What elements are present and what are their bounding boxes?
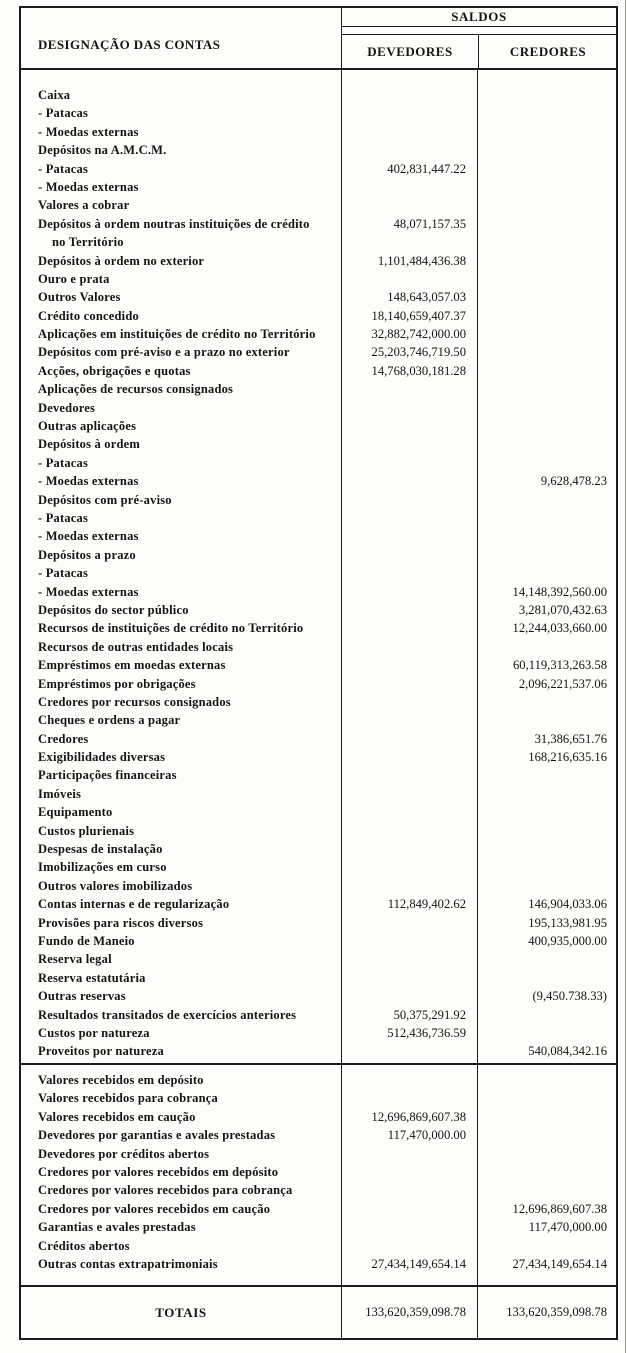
table-row [21, 675, 616, 693]
credores-value [477, 343, 616, 361]
devedores-value [341, 914, 477, 932]
credores-value [477, 307, 616, 325]
devedores-value [341, 104, 477, 122]
account-label: Depósitos a prazo [38, 547, 136, 562]
credores-value [477, 509, 616, 527]
table-row [21, 123, 616, 141]
account-label: Equipamento [38, 805, 113, 820]
table-row [21, 730, 616, 748]
devedores-value: 512,436,736.59 [341, 1024, 477, 1042]
credores-value [477, 1181, 616, 1199]
credores-value: 146,904,033.06 [477, 895, 616, 913]
table-row [21, 491, 616, 509]
account-label: Depósitos com pré-aviso e a prazo no exterior [38, 345, 290, 360]
table-row [21, 160, 616, 178]
account-label: - Moedas externas [38, 529, 139, 544]
account-label: - Moedas externas [38, 584, 139, 599]
credores-value [477, 178, 616, 196]
credores-value [477, 141, 616, 159]
account-label: Custos por natureza [38, 1025, 150, 1040]
account-label: - Moedas externas [38, 179, 139, 194]
table-row [21, 343, 616, 361]
account-label: - Patacas [38, 106, 89, 121]
account-label: Valores recebidos em caução [38, 1109, 196, 1124]
devedores-value [341, 86, 477, 104]
account-label: Provisões para riscos diversos [38, 915, 204, 930]
table-row [21, 288, 616, 306]
designacao-header-label: DESIGNAÇÃO DAS CONTAS [38, 37, 221, 52]
devedores-value [341, 1200, 477, 1218]
table-row [21, 252, 616, 270]
devedores-value: 117,470,000.00 [341, 1126, 477, 1144]
devedores-value [341, 1071, 477, 1089]
table-row [21, 840, 616, 858]
account-label: Participações financeiras [38, 768, 177, 783]
credores-value [477, 877, 616, 895]
account-label: Reserva legal [38, 952, 112, 967]
totals-label: TOTAIS [155, 1304, 207, 1320]
devedores-value [341, 1145, 477, 1163]
table-row [21, 399, 616, 417]
account-label: Credores por valores recebidos em caução [38, 1201, 271, 1216]
account-label: Outras reservas [38, 989, 126, 1004]
account-label: Valores recebidos para cobrança [38, 1091, 218, 1106]
devedores-value [341, 840, 477, 858]
account-label: Depósitos com pré-aviso [38, 492, 172, 507]
devedores-value: 25,203,746,719.50 [341, 343, 477, 361]
devedores-value: 14,768,030,181.28 [341, 362, 477, 380]
account-label: Credores [38, 731, 89, 746]
credores-value [477, 1108, 616, 1126]
devedores-value [341, 711, 477, 729]
account-label: Depósitos à ordem noutras instituições de crédito [38, 216, 310, 231]
credores-value [477, 252, 616, 270]
credores-value [477, 380, 616, 398]
credores-value: 540,084,342.16 [477, 1042, 616, 1060]
table-row [21, 803, 616, 821]
table-row [21, 104, 616, 122]
table-row [21, 527, 616, 545]
credores-value: 27,434,149,654.14 [477, 1255, 616, 1273]
account-label: - Patacas [38, 566, 89, 581]
table-row [21, 619, 616, 637]
account-label: Caixa [38, 88, 71, 102]
devedores-value [341, 491, 477, 509]
credores-value [477, 288, 616, 306]
devedores-value [341, 472, 477, 490]
table-row [21, 270, 616, 288]
table-row [21, 1145, 616, 1163]
table-row [21, 509, 616, 527]
devedores-value: 48,071,157.35 [341, 215, 477, 233]
table-row [21, 1042, 616, 1060]
table-row [21, 711, 616, 729]
credores-value [477, 1089, 616, 1107]
devedores-value: 50,375,291.92 [341, 1006, 477, 1024]
table-row [21, 215, 616, 233]
credores-value [477, 215, 616, 233]
table-row [21, 693, 616, 711]
table-row [21, 877, 616, 895]
credores-value [477, 196, 616, 214]
table-row [21, 950, 616, 968]
credores-value: (9,450.738.33) [477, 987, 616, 1005]
credores-value [477, 527, 616, 545]
credores-value [477, 803, 616, 821]
credores-value [477, 454, 616, 472]
account-label: - Moedas externas [38, 124, 139, 139]
account-label: Credores por valores recebidos em depósito [38, 1164, 279, 1179]
account-label: Contas internas e de regularização [38, 897, 230, 912]
table-row [21, 601, 616, 619]
devedores-value [341, 730, 477, 748]
devedores-value [341, 380, 477, 398]
page-scan-edge [625, 0, 626, 1353]
account-label: Imobilizações em curso [38, 860, 167, 875]
devedores-value [341, 748, 477, 766]
devedores-value [341, 546, 477, 564]
devedores-value [341, 969, 477, 987]
devedores-value [341, 803, 477, 821]
credores-value: 12,696,869,607.38 [477, 1200, 616, 1218]
devedores-value [341, 1181, 477, 1199]
account-label: Aplicações de recursos consignados [38, 382, 234, 397]
account-label: Depósitos na A.M.C.M. [38, 143, 167, 158]
account-label: Depósitos do sector público [38, 602, 189, 617]
account-label: Devedores [38, 400, 96, 415]
saldos-header-label: SALDOS [342, 8, 616, 27]
table-header [21, 8, 616, 70]
table-row [21, 546, 616, 564]
table-row [21, 380, 616, 398]
devedores-value: 27,434,149,654.14 [341, 1255, 477, 1273]
table-row [21, 583, 616, 601]
table-row [21, 1163, 616, 1181]
extrapatrimonial-section [21, 1065, 616, 1287]
account-label: Exigibilidades diversas [38, 750, 166, 765]
credores-value [477, 822, 616, 840]
patrimonial-section [21, 70, 616, 1065]
account-label: Empréstimos por obrigações [38, 676, 196, 691]
table-row [21, 895, 616, 913]
table-row [21, 914, 616, 932]
devedores-value [341, 858, 477, 876]
credores-value [477, 1237, 616, 1255]
devedores-value [341, 822, 477, 840]
table-row [21, 307, 616, 325]
devedores-value [341, 675, 477, 693]
column-rule-filler [21, 70, 616, 86]
table-row [21, 656, 616, 674]
column-rule-filler [21, 1061, 616, 1063]
table-row [21, 472, 616, 490]
table-row [21, 1006, 616, 1024]
devedores-value [341, 583, 477, 601]
devedores-value [341, 1218, 477, 1236]
table-row [21, 417, 616, 435]
credores-value [477, 711, 616, 729]
credores-value [477, 969, 616, 987]
table-row [21, 141, 616, 159]
devedores-value [341, 1042, 477, 1060]
account-label: Despesas de instalação [38, 842, 163, 857]
devedores-value [341, 178, 477, 196]
devedores-value [341, 950, 477, 968]
credores-value [477, 564, 616, 582]
devedores-value [341, 766, 477, 784]
credores-value [477, 1024, 616, 1042]
devedores-value [341, 564, 477, 582]
account-label: Ouro e prata [38, 271, 110, 286]
table-row [21, 932, 616, 950]
credores-value [477, 1006, 616, 1024]
devedores-value [341, 527, 477, 545]
devedores-value [341, 270, 477, 288]
designacao-header-cell [21, 8, 341, 68]
account-label: Depósitos à ordem no exterior [38, 253, 205, 268]
devedores-value [341, 785, 477, 803]
credores-header-label: CREDORES [478, 35, 617, 68]
account-label: Valores recebidos em depósito [38, 1073, 204, 1087]
column-rule-filler [21, 1273, 616, 1285]
account-label: - Moedas externas [38, 474, 139, 489]
devedores-value [341, 601, 477, 619]
table-row [21, 1071, 616, 1089]
account-label: - Patacas [38, 510, 89, 525]
table-row [21, 1237, 616, 1255]
table-row [21, 1089, 616, 1107]
saldos-double-rule [342, 27, 616, 35]
devedores-value [341, 619, 477, 637]
account-label: Crédito concedido [38, 308, 139, 323]
devedores-value [341, 656, 477, 674]
credores-value: 168,216,635.16 [477, 748, 616, 766]
table-row [21, 987, 616, 1005]
credores-value: 3,281,070,432.63 [477, 601, 616, 619]
credores-value: 195,133,981.95 [477, 914, 616, 932]
account-label: Recursos de instituições de crédito no Território [38, 621, 304, 636]
account-label: Reserva estatutária [38, 970, 146, 985]
account-label: Depósitos à ordem [38, 437, 141, 452]
account-label: Empréstimos em moedas externas [38, 658, 226, 673]
devedores-header-label: DEVEDORES [367, 43, 453, 59]
account-label: Devedores por garantias e avales prestadas [38, 1128, 276, 1143]
devedores-value [341, 987, 477, 1005]
table-row [21, 1181, 616, 1199]
account-label: Acções, obrigações e quotas [38, 363, 191, 378]
table-row [21, 1255, 616, 1273]
table-row [21, 1024, 616, 1042]
credores-value [477, 325, 616, 343]
devedores-value [341, 1163, 477, 1181]
credores-value [477, 123, 616, 141]
account-label: Outros Valores [38, 290, 121, 305]
devedores-value [341, 454, 477, 472]
credores-value [477, 435, 616, 453]
saldos-subcolumns [342, 35, 616, 68]
account-label: Devedores por créditos abertos [38, 1146, 210, 1161]
devedores-value: 148,643,057.03 [341, 288, 477, 306]
account-label: Cheques e ordens a pagar [38, 713, 181, 728]
devedores-value: 1,101,484,436.38 [341, 252, 477, 270]
credores-value [477, 233, 616, 251]
credores-value: 400,935,000.00 [477, 932, 616, 950]
account-label: - Patacas [38, 161, 89, 176]
devedores-value [341, 141, 477, 159]
credores-value [477, 546, 616, 564]
saldos-header-group [341, 8, 616, 68]
devedores-value [341, 1089, 477, 1107]
balance-sheet-table [19, 6, 618, 1340]
account-label: Valores a cobrar [38, 198, 130, 213]
credores-value [477, 1145, 616, 1163]
account-label: - Patacas [38, 455, 89, 470]
credores-value: 60,119,313,263.58 [477, 656, 616, 674]
table-row [21, 969, 616, 987]
credores-value [477, 399, 616, 417]
devedores-value [341, 877, 477, 895]
devedores-value [341, 693, 477, 711]
totals-devedores-value: 133,620,359,098.78 [341, 1287, 477, 1338]
credores-value [477, 638, 616, 656]
credores-value [477, 858, 616, 876]
credores-value [477, 1071, 616, 1089]
table-row [21, 435, 616, 453]
credores-value [477, 840, 616, 858]
table-row [21, 454, 616, 472]
credores-value [477, 785, 616, 803]
credores-value: 12,244,033,660.00 [477, 619, 616, 637]
table-row [21, 1126, 616, 1144]
account-label: Imóveis [38, 786, 82, 801]
table-row [21, 325, 616, 343]
devedores-value [341, 932, 477, 950]
account-label: Outras aplicações [38, 419, 137, 434]
account-label: Créditos abertos [38, 1238, 130, 1253]
table-row [21, 858, 616, 876]
credores-value: 117,470,000.00 [477, 1218, 616, 1236]
devedores-value [341, 399, 477, 417]
totals-row [21, 1287, 616, 1338]
table-row [21, 196, 616, 214]
credores-value: 2,096,221,537.06 [477, 675, 616, 693]
devedores-value: 112,849,402.62 [341, 895, 477, 913]
table-row [21, 748, 616, 766]
table-row [21, 822, 616, 840]
account-label: Fundo de Maneio [38, 933, 135, 948]
table-row [21, 785, 616, 803]
credores-value: 31,386,651.76 [477, 730, 616, 748]
table-row [21, 1108, 616, 1126]
account-label: Aplicações em instituições de crédito no Território [38, 327, 316, 342]
devedores-value [341, 196, 477, 214]
table-row [21, 178, 616, 196]
table-row [21, 1218, 616, 1236]
devedores-value: 402,831,447.22 [341, 160, 477, 178]
devedores-value [341, 233, 477, 251]
credores-value [477, 1163, 616, 1181]
credores-value [477, 417, 616, 435]
credores-value [477, 693, 616, 711]
credores-value: 9,628,478.23 [477, 472, 616, 490]
devedores-value [341, 509, 477, 527]
account-label: Outras contas extrapatrimoniais [38, 1256, 218, 1271]
table-row [21, 362, 616, 380]
devedores-value [341, 417, 477, 435]
account-label: Recursos de outras entidades locais [38, 639, 234, 654]
devedores-value: 32,882,742,000.00 [341, 325, 477, 343]
credores-value [477, 1126, 616, 1144]
credores-value: 14,148,392,560.00 [477, 583, 616, 601]
table-row [21, 1200, 616, 1218]
account-label: Credores por recursos consignados [38, 694, 231, 709]
credores-value [477, 160, 616, 178]
table-row [21, 233, 616, 251]
credores-value [477, 104, 616, 122]
credores-value [477, 766, 616, 784]
totals-credores-value: 133,620,359,098.78 [477, 1287, 616, 1338]
account-label: Resultados transitados de exercícios anteriores [38, 1007, 297, 1022]
credores-value [477, 86, 616, 104]
account-label: Outros valores imobilizados [38, 878, 193, 893]
table-row [21, 638, 616, 656]
credores-value [477, 270, 616, 288]
table-row [21, 86, 616, 104]
devedores-value [341, 638, 477, 656]
table-row [21, 766, 616, 784]
account-label: Credores por valores recebidos para cobrança [38, 1183, 293, 1198]
devedores-value: 18,140,659,407.37 [341, 307, 477, 325]
account-label: Custos plurienais [38, 823, 135, 838]
account-label: no Território [52, 235, 124, 250]
credores-value [477, 950, 616, 968]
devedores-value [341, 435, 477, 453]
credores-value [477, 362, 616, 380]
devedores-value [341, 123, 477, 141]
devedores-value: 12,696,869,607.38 [341, 1108, 477, 1126]
table-row [21, 564, 616, 582]
devedores-value [341, 1237, 477, 1255]
account-label: Proveitos por natureza [38, 1044, 164, 1059]
account-label: Garantias e avales prestadas [38, 1220, 196, 1235]
credores-value [477, 491, 616, 509]
